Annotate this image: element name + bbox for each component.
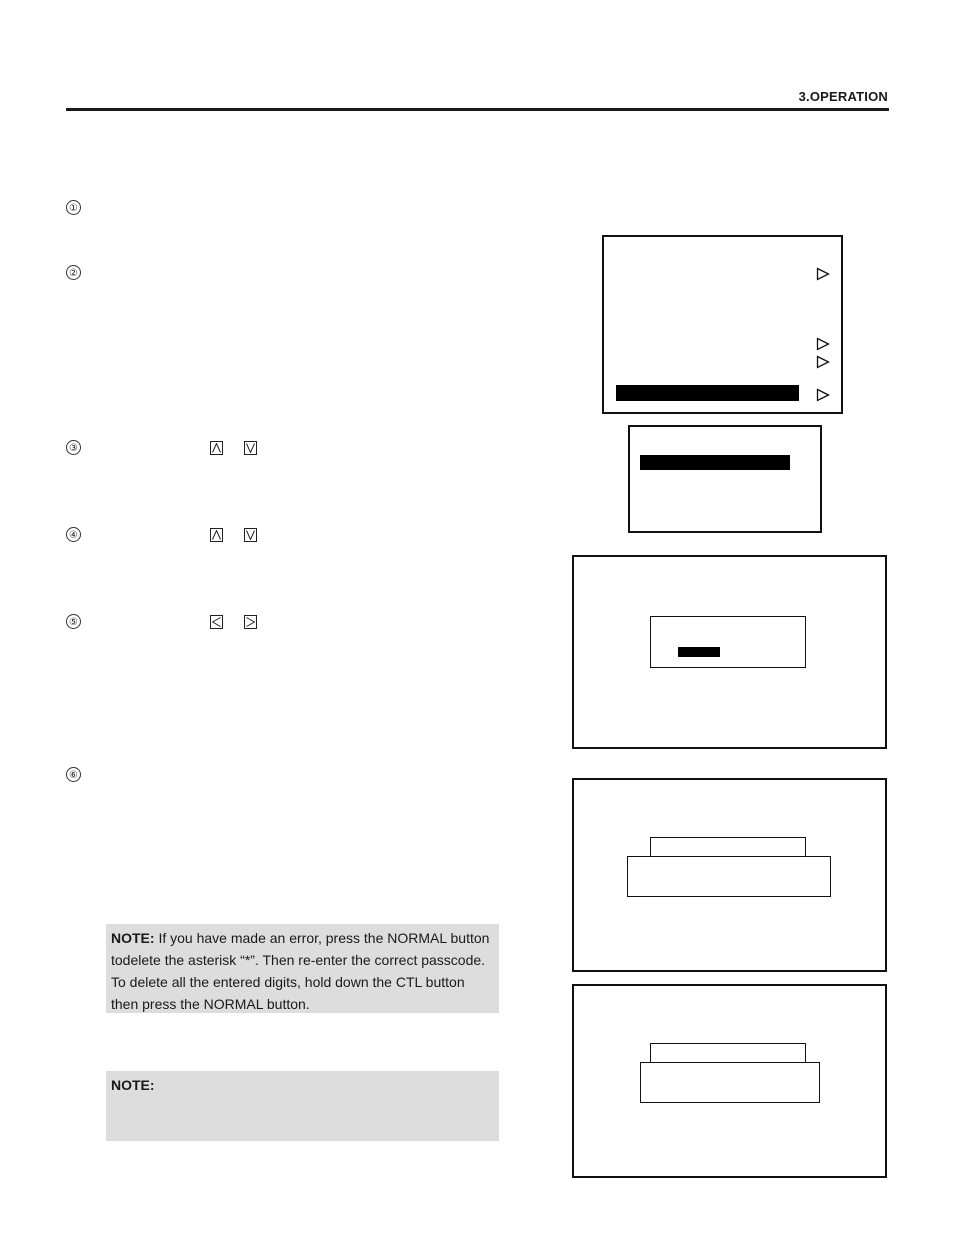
passcode-cursor xyxy=(678,647,720,657)
passcode-dialog xyxy=(650,616,806,668)
note-line: todelete the asterisk “*”. Then re-enter the correct passcode. xyxy=(111,952,486,968)
step-6-number: ⑥ xyxy=(66,767,81,782)
step-1-number: ① xyxy=(66,200,81,215)
note-line: If you have made an error, press the NORMAL button xyxy=(154,930,490,946)
result-screen xyxy=(572,984,887,1178)
submenu-selection-bar xyxy=(640,455,790,470)
note-line: To delete all the entered digits, hold down the CTL button xyxy=(111,974,465,990)
up-key-icon xyxy=(210,528,223,542)
header-rule xyxy=(66,108,889,111)
step-4-number: ④ xyxy=(66,527,81,542)
note-error-correction xyxy=(106,924,499,1013)
step-5-number: ⑤ xyxy=(66,614,81,629)
step-2-number: ② xyxy=(66,265,81,280)
note-line: then press the NORMAL button. xyxy=(111,996,310,1012)
note-label: NOTE: xyxy=(111,930,155,946)
menu-arrow-icon xyxy=(816,388,830,402)
down-key-icon xyxy=(244,441,257,455)
confirm-screen xyxy=(572,778,887,972)
menu-arrow-icon xyxy=(816,267,830,281)
menu-selection-bar xyxy=(616,385,799,401)
down-key-icon xyxy=(244,528,257,542)
submenu-screen xyxy=(628,425,822,533)
section-label: 3.OPERATION xyxy=(798,89,888,104)
right-key-icon xyxy=(244,615,257,629)
menu-arrow-icon xyxy=(816,355,830,369)
up-key-icon xyxy=(210,441,223,455)
menu-arrow-icon xyxy=(816,337,830,351)
passcode-screen xyxy=(572,555,887,749)
dialog-message-box xyxy=(627,856,831,897)
step-3-number: ③ xyxy=(66,440,81,455)
left-key-icon xyxy=(210,615,223,629)
note-label: NOTE: xyxy=(111,1077,155,1093)
dialog-message-box xyxy=(640,1062,820,1103)
note-second xyxy=(106,1071,499,1141)
menu-screen xyxy=(602,235,843,414)
